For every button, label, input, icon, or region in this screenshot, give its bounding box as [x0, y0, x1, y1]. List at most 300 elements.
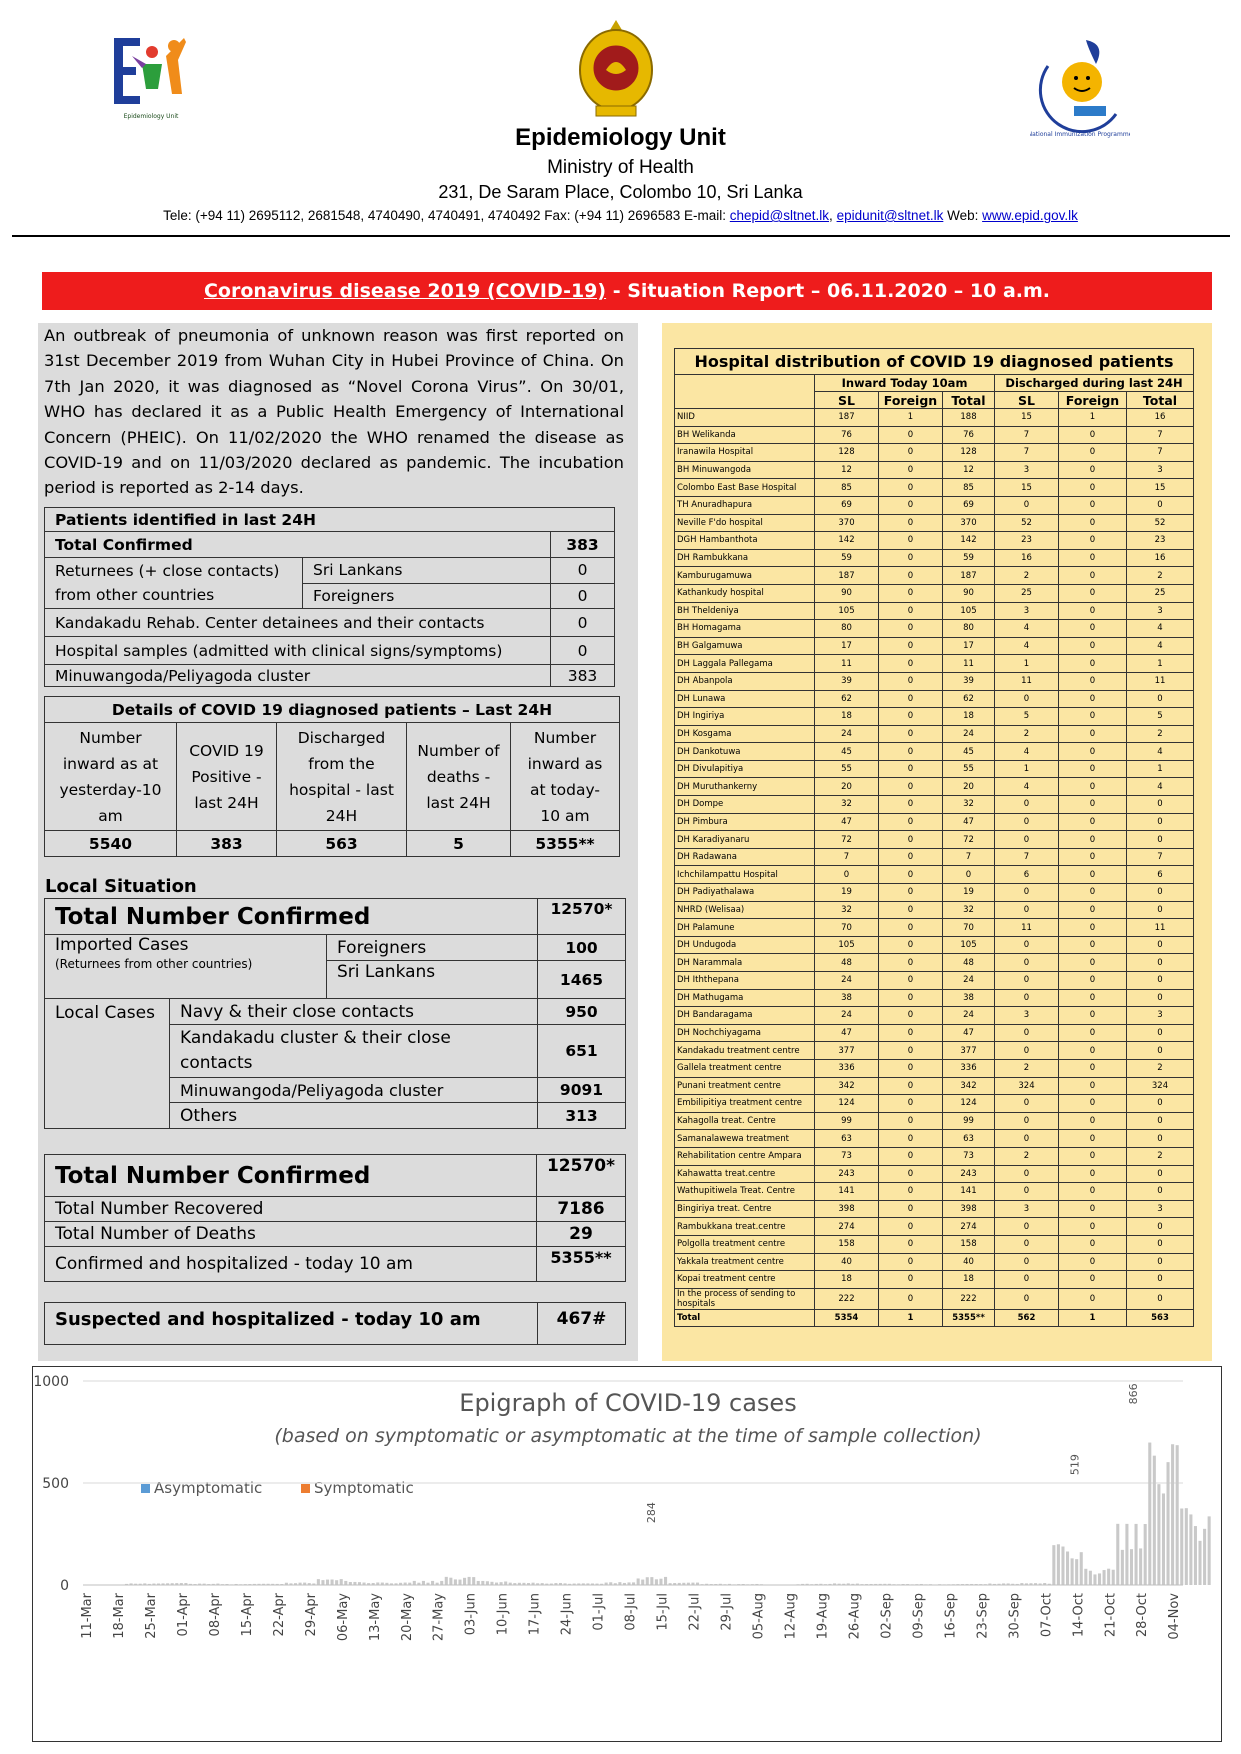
hospital-row	[675, 778, 1194, 796]
hospital-value-cell: 0	[879, 1059, 943, 1077]
bar	[413, 1581, 416, 1585]
x-tick-label: 05-Aug	[751, 1593, 767, 1640]
summary-total-value: 12570*	[536, 1155, 625, 1197]
bar	[321, 1580, 324, 1585]
hospital-value-cell: 0	[995, 972, 1059, 990]
hospital-name-cell: Kahawatta treat.centre	[675, 1165, 815, 1183]
x-tick-label: 30-Sep	[1007, 1593, 1023, 1639]
hospital-value-cell: 0	[1059, 1288, 1127, 1309]
hospital-value-cell: 2	[1127, 725, 1194, 743]
x-tick-label: 23-Sep	[975, 1593, 991, 1639]
hospital-name-cell: Neville F'do hospital	[675, 514, 815, 532]
hospital-value-cell: 0	[1059, 884, 1127, 902]
bar	[1194, 1526, 1197, 1585]
local-situation-heading: Local Situation	[45, 876, 197, 897]
hospital-value-cell: 0	[879, 479, 943, 497]
hospital-value-cell: 187	[815, 409, 879, 427]
hospital-value-cell: 0	[1059, 1253, 1127, 1271]
hospital-value-cell: 2	[1127, 1059, 1194, 1077]
hospital-value-cell: 0	[995, 936, 1059, 954]
hospital-value-cell: 0	[879, 1165, 943, 1183]
hospital-value-cell: 3	[1127, 1007, 1194, 1025]
bar	[431, 1581, 434, 1585]
hospital-value-cell: 4	[1127, 778, 1194, 796]
hospital-value-cell: 1	[995, 760, 1059, 778]
hospital-row	[675, 1271, 1194, 1289]
x-tick-label: 29-Jul	[719, 1593, 735, 1631]
peak-label: 519	[1068, 1454, 1082, 1476]
hospital-value-cell: 342	[815, 1077, 879, 1095]
hospital-value-cell: 563	[1127, 1309, 1194, 1327]
hospital-value-cell: 2	[995, 567, 1059, 585]
hospital-value-cell: 0	[879, 760, 943, 778]
hospital-row	[675, 831, 1194, 849]
hospital-value-cell: 3	[995, 602, 1059, 620]
hospital-value-cell: 0	[1127, 1235, 1194, 1253]
details-title: Details of COVID 19 diagnosed patients – Last 24H	[45, 697, 620, 723]
hospital-name-cell: DH Mathugama	[675, 989, 815, 1007]
bar	[1089, 1571, 1092, 1585]
recovered-value: 7186	[536, 1197, 625, 1222]
hospital-value-cell: 0	[1059, 1235, 1127, 1253]
x-tick-label: 18-Mar	[111, 1593, 127, 1639]
hospital-value-cell: 0	[879, 884, 943, 902]
hospital-value-cell: 0	[995, 1253, 1059, 1271]
chart-subtitle: (based on symptomatic or asymptomatic at the time of sample collection)	[274, 1425, 982, 1447]
hospital-value-cell: 1	[879, 409, 943, 427]
hospital-name-cell: Kathankudy hospital	[675, 584, 815, 602]
others-label: Others	[170, 1103, 538, 1129]
hospital-value-cell: 0	[879, 1235, 943, 1253]
x-tick-label: 27-May	[431, 1593, 447, 1642]
hospital-value-cell: 52	[995, 514, 1059, 532]
hospital-value-cell: 18	[943, 1271, 995, 1289]
email-link-1[interactable]: chepid@sltnet.lk	[729, 208, 830, 223]
hospital-value-cell: 72	[815, 831, 879, 849]
bar	[1208, 1516, 1211, 1585]
hospital-value-cell: 324	[995, 1077, 1059, 1095]
hospital-value-cell: 3	[1127, 602, 1194, 620]
hospital-value-cell: 63	[815, 1130, 879, 1148]
x-tick-label: 09-Sep	[911, 1593, 927, 1639]
banner-title: Coronavirus disease 2019 (COVID-19)	[203, 280, 607, 302]
hospital-value-cell: 55	[943, 760, 995, 778]
hospital-value-cell: 20	[943, 778, 995, 796]
hospital-value-cell: 0	[943, 866, 995, 884]
x-tick-label: 13-May	[367, 1593, 383, 1642]
hospital-value-cell: 187	[943, 567, 995, 585]
hospital-value-cell: 0	[995, 1271, 1059, 1289]
hospital-value-cell: 32	[943, 901, 995, 919]
hospital-value-cell: 243	[943, 1165, 995, 1183]
header-title: Epidemiology Unit	[515, 124, 726, 151]
hospital-row	[675, 725, 1194, 743]
hospital-value-cell: 0	[1127, 813, 1194, 831]
bar	[477, 1581, 480, 1585]
hospital-value-cell: 2	[995, 725, 1059, 743]
hospital-value-cell: 24	[943, 1007, 995, 1025]
hospital-name-cell: BH Welikanda	[675, 426, 815, 444]
hospital-row	[675, 866, 1194, 884]
hospital-samples-label: Hospital samples (admitted with clinical signs/symptoms)	[45, 637, 551, 665]
hospital-value-cell: 80	[943, 620, 995, 638]
bar	[1052, 1545, 1055, 1585]
hospital-name-cell: DH Iththepana	[675, 972, 815, 990]
hospital-value-cell: 0	[1059, 444, 1127, 462]
hospital-name-cell: NHRD (Welisaa)	[675, 901, 815, 919]
hospital-value-cell: 99	[815, 1112, 879, 1130]
hospital-value-cell: 0	[1059, 461, 1127, 479]
hospital-value-cell: 16	[1127, 549, 1194, 567]
deaths-value: 29	[536, 1222, 625, 1247]
hospital-value-cell: 23	[1127, 532, 1194, 550]
hospital-value-cell: 1	[1059, 409, 1127, 427]
hospital-value-cell: 70	[815, 919, 879, 937]
hospital-value-cell: 0	[995, 1024, 1059, 1042]
hospital-value-cell: 0	[995, 1218, 1059, 1236]
hospital-value-cell: 69	[943, 496, 995, 514]
imported-foreigners-value: 100	[538, 935, 626, 961]
hospital-value-cell: 0	[995, 496, 1059, 514]
bar	[344, 1581, 347, 1585]
bar	[1176, 1445, 1179, 1585]
hospital-value-cell: 11	[943, 655, 995, 673]
hospital-row	[675, 602, 1194, 620]
hospital-value-cell: 0	[1059, 866, 1127, 884]
last24-title: Patients identified in last 24H	[45, 508, 615, 532]
hospital-value-cell: 38	[943, 989, 995, 1007]
sri-lankans-label: Sri Lankans	[303, 558, 551, 584]
hospital-value-cell: 3	[995, 1007, 1059, 1025]
hospital-table-body	[675, 409, 1194, 1327]
hospital-value-cell: 142	[815, 532, 879, 550]
hospital-value-cell: 0	[1059, 936, 1127, 954]
hospital-value-cell: 0	[879, 1253, 943, 1271]
hospital-value-cell: 0	[879, 584, 943, 602]
hospital-value-cell: 398	[943, 1200, 995, 1218]
local-situation-table	[44, 898, 626, 1129]
details-header: Number of deaths - last 24H	[407, 723, 511, 831]
hospital-row	[675, 1042, 1194, 1060]
hospital-value-cell: 0	[879, 725, 943, 743]
hospital-table-title: Hospital distribution of COVID 19 diagnosed patients	[675, 349, 1194, 375]
hospital-value-cell: 3	[995, 461, 1059, 479]
epidemiology-unit-logo	[112, 34, 190, 134]
hospital-value-cell: 0	[1059, 989, 1127, 1007]
hospital-name-cell: DH Laggala Pallegama	[675, 655, 815, 673]
web-label: Web:	[943, 208, 983, 223]
hospital-value-cell: 25	[1127, 584, 1194, 602]
bar	[1198, 1541, 1201, 1585]
hospital-row	[675, 1288, 1194, 1309]
hospital-value-cell: 0	[1059, 954, 1127, 972]
kandakadu-label: Kandakadu Rehab. Center detainees and their contacts	[45, 609, 551, 637]
hospital-value-cell: 0	[1059, 549, 1127, 567]
hospital-name-cell: Total	[675, 1309, 815, 1327]
hospital-row	[675, 954, 1194, 972]
bar	[1185, 1508, 1188, 1585]
hospital-value-cell: 0	[1127, 884, 1194, 902]
bar	[1167, 1462, 1170, 1585]
hospital-value-cell: 105	[943, 602, 995, 620]
hospital-value-cell: 18	[943, 708, 995, 726]
bar	[659, 1579, 662, 1585]
hospital-name-cell: Kandakadu treatment centre	[675, 1042, 815, 1060]
y-tick-label: 1000	[33, 1374, 69, 1390]
hospital-value-cell: 0	[1127, 1271, 1194, 1289]
hospital-value-cell: 105	[943, 936, 995, 954]
bar	[664, 1577, 667, 1585]
hospital-value-cell: 11	[1127, 919, 1194, 937]
peak-label: 284	[645, 1502, 658, 1524]
hospital-name-cell: NIID	[675, 409, 815, 427]
bar	[637, 1578, 640, 1585]
email-link-2[interactable]: epidunit@sltnet.lk	[836, 208, 944, 223]
kandakadu-value: 0	[551, 609, 615, 637]
hospital-row	[675, 1024, 1194, 1042]
hospital-value-cell: 0	[1059, 690, 1127, 708]
bar	[1066, 1552, 1069, 1585]
local-total-label: Total Number Confirmed	[45, 899, 538, 935]
hospital-value-cell: 0	[1127, 1183, 1194, 1201]
hospital-value-cell: 0	[879, 831, 943, 849]
hospital-name-cell: DH Dankotuwa	[675, 743, 815, 761]
hospital-row	[675, 672, 1194, 690]
hospital-value-cell: 0	[879, 514, 943, 532]
hospital-value-cell: 0	[879, 1112, 943, 1130]
hospital-value-cell: 324	[1127, 1077, 1194, 1095]
hospital-name-cell: DH Abanpola	[675, 672, 815, 690]
hospital-value-cell: 398	[815, 1200, 879, 1218]
bar	[641, 1580, 644, 1585]
header-divider	[12, 235, 1230, 237]
hospital-name-cell: In the process of sending to hospitals	[675, 1288, 815, 1309]
hospital-value-cell: 4	[995, 620, 1059, 638]
hospital-value-cell: 128	[943, 444, 995, 462]
bar	[326, 1580, 329, 1585]
hospital-value-cell: 0	[1059, 1059, 1127, 1077]
hospital-row	[675, 620, 1194, 638]
hospital-row	[675, 1007, 1194, 1025]
x-tick-label: 14-Oct	[1071, 1593, 1087, 1638]
hospital-value-cell: 2	[995, 1147, 1059, 1165]
hospital-value-cell: 0	[1127, 496, 1194, 514]
hospital-value-cell: 48	[943, 954, 995, 972]
local-total-value: 12570*	[538, 899, 626, 935]
hospital-value-cell: 99	[943, 1112, 995, 1130]
hospital-row	[675, 989, 1194, 1007]
legend-label: Symptomatic	[314, 1479, 414, 1497]
y-tick-label: 500	[42, 1476, 69, 1492]
epigraph-chart	[32, 1366, 1222, 1742]
local-cases-label: Local Cases	[45, 999, 170, 1129]
hospital-value-cell: 47	[815, 1024, 879, 1042]
hospital-value-cell: 0	[1059, 672, 1127, 690]
web-link[interactable]: www.epid.gov.lk	[982, 208, 1078, 223]
hospital-row	[675, 1183, 1194, 1201]
hospital-value-cell: 0	[995, 831, 1059, 849]
hospital-value-cell: 15	[1127, 479, 1194, 497]
intro-paragraph: An outbreak of pneumonia of unknown reason was first reported on 31st December 2019 from Wuhan City in Hubei Province of China. On 7th Jan 2020, it was diagnosed as “Novel Corona Virus”. On 30/01, WHO has declared it as a Public Health Emergency of International Concern (PHEIC). On 11/02/2020 the WHO renamed the disease as COVID-19 and on 11/03/2020 declared as pandemic. The incubation period is reported as 2-14 days.	[44, 326, 624, 498]
bar	[1189, 1514, 1192, 1585]
hospital-name-cell: Kahagolla treat. Centre	[675, 1112, 815, 1130]
hospital-value-cell: 59	[943, 549, 995, 567]
hospital-row	[675, 1165, 1194, 1183]
hospital-name-cell: DH Padiyathalawa	[675, 884, 815, 902]
hospital-value-cell: 188	[943, 409, 995, 427]
hospital-value-cell: 274	[815, 1218, 879, 1236]
hospital-value-cell: 0	[1127, 954, 1194, 972]
x-tick-label: 22-Apr	[271, 1593, 287, 1637]
hospital-value-cell: 0	[879, 532, 943, 550]
bar	[1098, 1573, 1101, 1585]
total-confirmed-label: Total Confirmed	[45, 532, 551, 558]
hospital-name-cell: DH Bandaragama	[675, 1007, 815, 1025]
hospital-value-cell: 0	[879, 1130, 943, 1148]
details-value: 5	[407, 831, 511, 857]
hospital-value-cell: 0	[1127, 1253, 1194, 1271]
summary-table	[44, 1154, 626, 1282]
hospital-value-cell: 23	[995, 532, 1059, 550]
hospital-name-cell: BH Minuwangoda	[675, 461, 815, 479]
hospital-name-cell: Punani treatment centre	[675, 1077, 815, 1095]
bar	[486, 1581, 489, 1585]
hospital-value-cell: 6	[1127, 866, 1194, 884]
hospital-value-cell: 19	[815, 884, 879, 902]
hospital-value-cell: 62	[943, 690, 995, 708]
hospital-value-cell: 0	[1127, 796, 1194, 814]
hospital-value-cell: 24	[943, 725, 995, 743]
hospital-value-cell: 0	[995, 813, 1059, 831]
hospital-row	[675, 901, 1194, 919]
hospital-value-cell: 124	[943, 1095, 995, 1113]
minuwangoda-label: Minuwangoda/Peliyagoda cluster	[45, 665, 551, 687]
imported-sri-lankans-value: 1465	[538, 961, 626, 999]
hospital-value-cell: 0	[1059, 708, 1127, 726]
hospital-row	[675, 690, 1194, 708]
bar	[1116, 1524, 1119, 1585]
hospital-row	[675, 1200, 1194, 1218]
chart-plot	[33, 1367, 1223, 1743]
hospital-value-cell: 11	[995, 919, 1059, 937]
hospital-row	[675, 532, 1194, 550]
bar	[1153, 1456, 1156, 1585]
hospital-value-cell: 76	[943, 426, 995, 444]
hospital-name-cell: DH Lunawa	[675, 690, 815, 708]
x-tick-label: 28-Oct	[1135, 1593, 1151, 1638]
hospital-value-cell: 0	[1059, 584, 1127, 602]
hospital-value-cell: 0	[1127, 1024, 1194, 1042]
hospital-value-cell: 59	[815, 549, 879, 567]
hospital-value-cell: 1	[995, 655, 1059, 673]
returnees-label: Returnees (+ close contacts) from other countries	[45, 558, 303, 609]
hospital-value-cell: 141	[943, 1183, 995, 1201]
hospital-value-cell: 76	[815, 426, 879, 444]
hospital-value-cell: 7	[1127, 426, 1194, 444]
details-header: Discharged from the hospital - last 24H	[277, 723, 407, 831]
hospital-value-cell: 32	[815, 796, 879, 814]
hospital-value-cell: 0	[995, 1183, 1059, 1201]
legend-label: Asymptomatic	[154, 1479, 263, 1497]
bar	[1144, 1524, 1147, 1585]
x-tick-label: 19-Aug	[815, 1593, 831, 1640]
hospital-row	[675, 637, 1194, 655]
hospital-value-cell: 5	[995, 708, 1059, 726]
hospital-value-cell: 15	[995, 409, 1059, 427]
hospital-value-cell: 222	[815, 1288, 879, 1309]
hospital-value-cell: 0	[879, 549, 943, 567]
hospital-name-cell: Colombo East Base Hospital	[675, 479, 815, 497]
hospital-value-cell: 0	[879, 972, 943, 990]
x-tick-label: 25-Mar	[143, 1593, 159, 1639]
hospital-row	[675, 409, 1194, 427]
hospital-row	[675, 1095, 1194, 1113]
bar	[1093, 1574, 1096, 1585]
hospital-row	[675, 1147, 1194, 1165]
hospital-value-cell: 0	[1059, 1095, 1127, 1113]
right-logo-text: National Immunization Programme	[1030, 131, 1130, 138]
bar	[1171, 1444, 1174, 1585]
hospital-value-cell: 243	[815, 1165, 879, 1183]
hospital-name-cell: BH Theldeniya	[675, 602, 815, 620]
x-tick-label: 02-Sep	[879, 1593, 895, 1639]
column-header: SL	[815, 392, 879, 409]
hospital-value-cell: 7	[995, 848, 1059, 866]
hospital-value-cell: 1	[879, 1309, 943, 1327]
hospital-value-cell: 0	[1059, 602, 1127, 620]
hospital-value-cell: 0	[1059, 1200, 1127, 1218]
hospital-value-cell: 187	[815, 567, 879, 585]
bar	[331, 1580, 334, 1585]
hospital-name-cell: DGH Hambanthota	[675, 532, 815, 550]
hospital-value-cell: 0	[1059, 620, 1127, 638]
bar	[422, 1581, 425, 1585]
hospital-value-cell: 2	[1127, 1147, 1194, 1165]
bar	[1084, 1569, 1087, 1585]
hospital-value-cell: 4	[1127, 743, 1194, 761]
hospital-value-cell: 0	[879, 444, 943, 462]
hospital-value-cell: 6	[995, 866, 1059, 884]
hospital-value-cell: 0	[1127, 1288, 1194, 1309]
hospital-value-cell: 0	[1059, 479, 1127, 497]
hospital-value-cell: 0	[1059, 743, 1127, 761]
hospital-value-cell: 222	[943, 1288, 995, 1309]
hospital-value-cell: 24	[815, 972, 879, 990]
hospital-value-cell: 0	[879, 901, 943, 919]
hospital-value-cell: 0	[1059, 760, 1127, 778]
x-tick-label: 08-Jul	[623, 1593, 639, 1631]
bar	[1071, 1558, 1074, 1585]
header-address: 231, De Saram Place, Colombo 10, Sri Lanka	[438, 182, 803, 202]
bar	[472, 1577, 475, 1585]
hospital-value-cell: 39	[815, 672, 879, 690]
hospital-value-cell: 0	[879, 1007, 943, 1025]
hospital-name-cell: Ichchilampattu Hospital	[675, 866, 815, 884]
hospital-value-cell: 0	[879, 567, 943, 585]
suspected-value: 467#	[538, 1303, 626, 1345]
hospital-name-cell: Yakkala treatment centre	[675, 1253, 815, 1271]
x-tick-label: 24-Jun	[559, 1593, 575, 1636]
hospital-name-cell: Kopai treatment centre	[675, 1271, 815, 1289]
hospital-value-cell: 24	[943, 972, 995, 990]
bar	[646, 1577, 649, 1585]
bar	[1112, 1570, 1115, 1585]
hospital-value-cell: 336	[815, 1059, 879, 1077]
hospital-value-cell: 5	[1127, 708, 1194, 726]
bar	[454, 1579, 457, 1585]
hospital-value-cell: 1	[1127, 655, 1194, 673]
hospital-value-cell: 20	[815, 778, 879, 796]
